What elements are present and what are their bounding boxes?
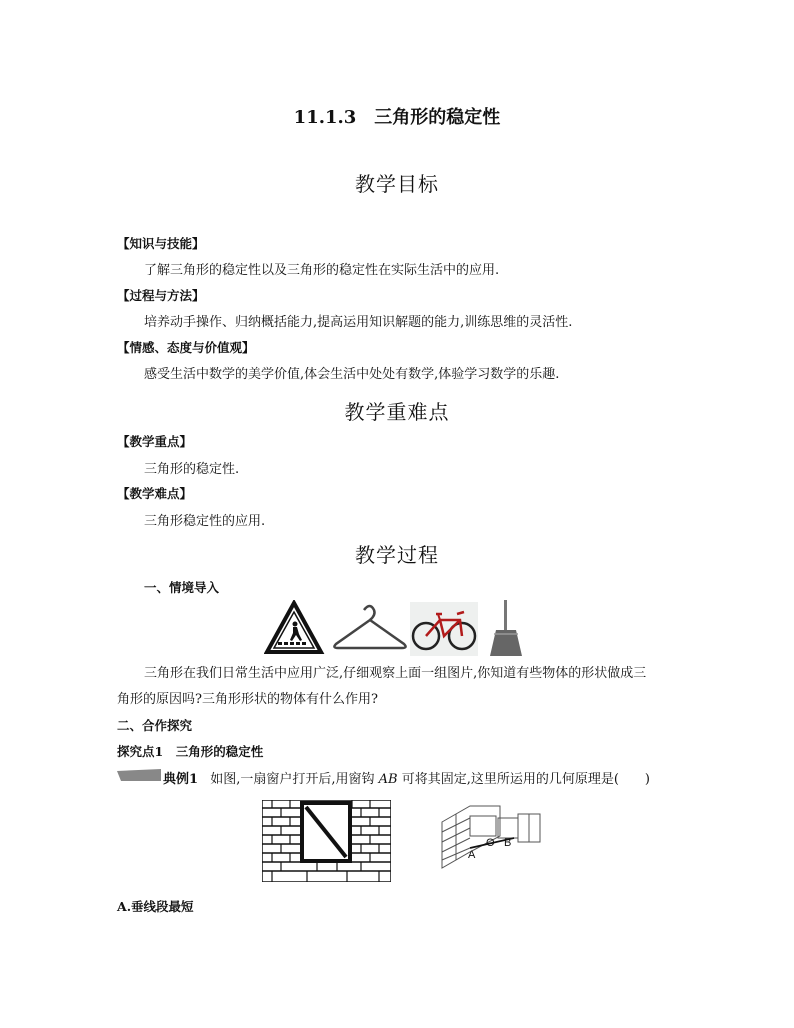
figure-label-o: O: [486, 837, 495, 849]
explore-point-heading: 探究点1 三角形的稳定性: [117, 744, 264, 759]
section-heading-objectives: 教学目标: [355, 172, 439, 196]
text-difficulty: 三角形稳定性的应用.: [144, 514, 266, 529]
example-var: AB: [378, 772, 398, 787]
page-title: 11.1.3 三角形的稳定性: [293, 107, 501, 128]
intro-images: [264, 600, 536, 656]
example-label: 典例1: [163, 772, 199, 787]
bicycle-icon: [410, 602, 478, 656]
part2-heading: 二、合作探究: [117, 718, 193, 733]
example-line: [163, 768, 650, 787]
section-heading-process: 教学过程: [355, 543, 439, 567]
brick-wall-window-figure: [262, 800, 391, 882]
open-window-hook-figure: [440, 802, 550, 878]
text-knowledge: 了解三角形的稳定性以及三角形的稳定性在实际生活中的应用.: [144, 263, 500, 278]
text-process: 培养动手操作、归纳概括能力,提高运用知识解题的能力,训练思维的灵活性.: [144, 315, 573, 330]
broom-icon: [490, 600, 522, 656]
example-marker-icon: [117, 769, 161, 781]
label-emotion: 【情感、态度与价值观】: [117, 340, 255, 355]
label-process: 【过程与方法】: [117, 288, 205, 303]
example-text2: 可将其固定,这里所运用的几何原理是( ): [401, 772, 650, 787]
section-heading-keypoints: 教学重难点: [344, 400, 450, 424]
label-key: 【教学重点】: [117, 434, 193, 449]
figure-label-b: B: [504, 837, 512, 849]
intro-text-line1: 三角形在我们日常生活中应用广泛,仔细观察上面一组图片,你知道有些物体的形状做成三: [144, 666, 647, 681]
label-knowledge: 【知识与技能】: [117, 236, 205, 251]
text-key: 三角形的稳定性.: [144, 462, 240, 477]
label-difficulty: 【教学难点】: [117, 486, 193, 501]
intro-text-line2: 角形的原因吗?三角形形状的物体有什么作用?: [117, 692, 378, 707]
intro-heading: 一、情境导入: [144, 580, 220, 595]
option-a: A.垂线段最短: [117, 899, 194, 914]
pedestrian-warning-sign-icon: [267, 603, 321, 652]
text-emotion: 感受生活中数学的美学价值,体会生活中处处有数学,体验学习数学的乐趣.: [144, 367, 560, 382]
example-text: 如图,一扇窗户打开后,用窗钩: [210, 772, 375, 787]
figure-label-a: A: [468, 849, 476, 861]
clothes-hanger-icon: [334, 606, 405, 648]
